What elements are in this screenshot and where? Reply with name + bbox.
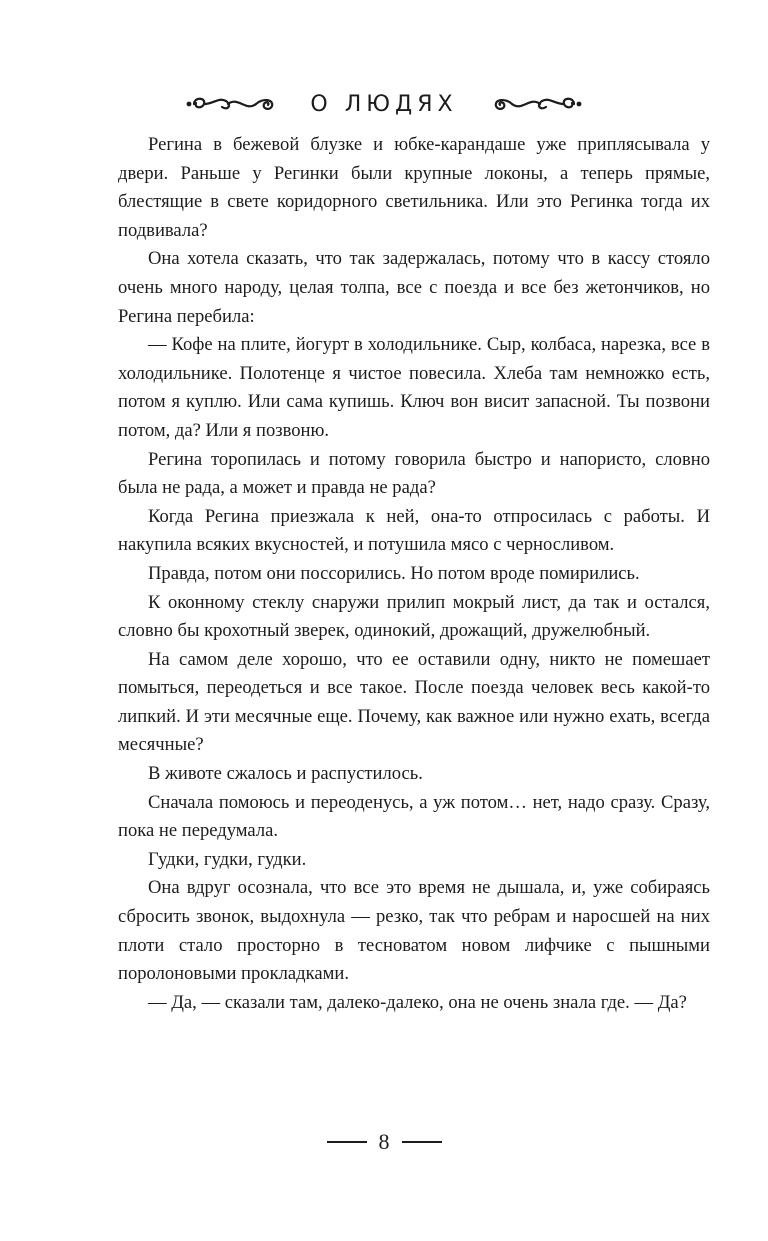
paragraph: В животе сжалось и распустилось. — [148, 763, 423, 785]
paragraph: Регина в бежевой блузке и юбке-карандаше уже приплясывала у двери. Раньше у Регинки были крупные локоны, а теперь прямые, блестящие в свете коридорного светильника. Или это Регинка тогда их подвивала? — [118, 134, 710, 241]
paragraph: Правда, потом они поссорились. Но потом вроде помирились. — [148, 562, 640, 584]
page-footer — [0, 1128, 768, 1156]
paragraph: К оконному стеклу снаружи прилип мокрый лист, да так и остался, словно бы крохотный зверек, одинокий, дрожащий, дружелюбный. — [118, 591, 710, 642]
page-number: 8 — [378, 1129, 390, 1154]
running-header — [0, 84, 768, 124]
paragraph: На самом деле хорошо, что ее оставили одну, никто не помешает помыться, переодеться и все такое. После поезда человек весь какой-то липкий. И эти месячные еще. Почему, как важное или нужно ехать, всегда месячные? — [118, 648, 710, 756]
paragraph: Она вдруг осознала, что все это время не дышала, и, уже собираясь сбросить звонок, выдохнула — резко, так что ребрам и наросшей на них плоти стало просторно в тесноватом новом лифчике с пышными поролоновыми прокладками. — [118, 877, 710, 985]
body-text — [118, 131, 710, 1017]
footer-dash-right — [402, 1141, 442, 1143]
paragraph: Гудки, гудки, гудки. — [148, 848, 307, 870]
paragraph: — Да, — сказали там, далеко-далеко, она не очень знала где. — Да? — [148, 991, 687, 1013]
paragraph: Регина торопилась и потому говорила быстро и напористо, словно была не рада, а может и правда не рада? — [118, 448, 710, 499]
paragraph: Сначала помоюсь и переоденусь, а уж потом… нет, надо сразу. Сразу, пока не передумала. — [118, 791, 710, 842]
swirl-flourish-left-icon — [184, 93, 276, 115]
swirl-flourish-right-icon — [492, 93, 584, 115]
page-title: О ЛЮДЯХ — [310, 91, 458, 117]
paragraph: — Кофе на плите, йогурт в холодильнике. Сыр, колбаса, нарезка, все в холодильнике. Полотенце я чистое повесила. Хлеба там немножко есть, потом я куплю. Или сама купишь. Ключ вон висит запасной. Ты позвони потом, да? Или я позвоню. — [118, 334, 710, 441]
paragraph: Когда Регина приезжала к ней, она-то отпросилась с работы. И накупила всяких вкусностей, и потушила мясо с черносливом. — [118, 505, 710, 556]
paragraph: Она хотела сказать, что так задержалась, потому что в кассу стояло очень много народу, целая толпа, все с поезда и все без жетончиков, но Регина перебила: — [118, 248, 710, 327]
footer-dash-left — [327, 1141, 367, 1143]
